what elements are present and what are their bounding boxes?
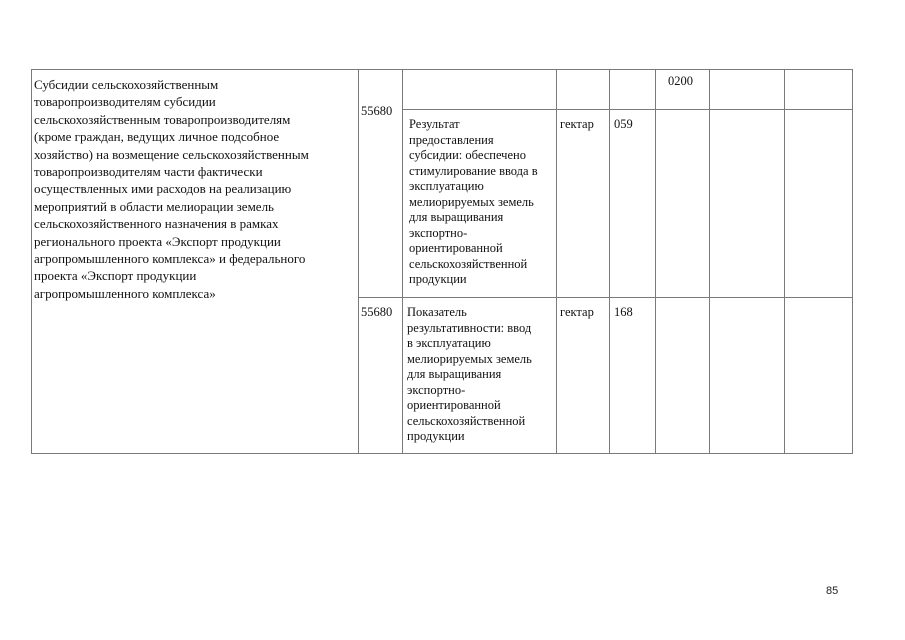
indicator-cell: Показатель результативности: ввод в эксплуатацию мелиорируемых земель для выращивания экспортно- ориентированной сельскохозяйственной продукции (407, 305, 532, 443)
kbk-cell: 55680 (361, 305, 393, 319)
column-divider (609, 69, 610, 454)
code-cell: 059 (614, 117, 633, 131)
table-border-top (31, 69, 853, 70)
column-divider (358, 69, 359, 454)
kbk-cell: 55680 (361, 104, 393, 118)
row-divider (402, 109, 853, 110)
page-number: 85 (826, 585, 839, 597)
unit-cell: гектар (560, 117, 594, 131)
table-border-left (31, 69, 32, 454)
column-divider (556, 69, 557, 454)
row-divider (358, 297, 853, 298)
column-divider (402, 69, 403, 454)
table-border-right (852, 69, 853, 454)
column-divider (655, 69, 656, 454)
indicator-cell: Результат предоставления субсидии: обеспечено стимулирование ввода в эксплуатацию мелиорируемых земель для выращивания экспортно- ориентированной сельскохозяйственной продукции (409, 117, 538, 286)
subsidy-description: Субсидии сельскохозяйственным товаропроизводителям субсидии сельскохозяйственным товаропроизводителям (кроме граждан, ведущих личное подсобное хозяйство) на возмещение сельскохозяйственным товаропроизводителям части фактически осуществленных ими расходов на реализацию мероприятий в области мелиорации земель сельскохозяйственного назначения в рамках регионального проекта «Экспорт продукции агропромышленного комплекса» и федерального проекта «Экспорт продукции агропромышленного комплекса» (34, 77, 309, 301)
code-cell: 0200 (668, 74, 693, 88)
column-divider (709, 69, 710, 454)
column-divider (784, 69, 785, 454)
code-cell: 168 (614, 305, 633, 319)
table-border-bottom (31, 453, 853, 454)
unit-cell: гектар (560, 305, 594, 319)
